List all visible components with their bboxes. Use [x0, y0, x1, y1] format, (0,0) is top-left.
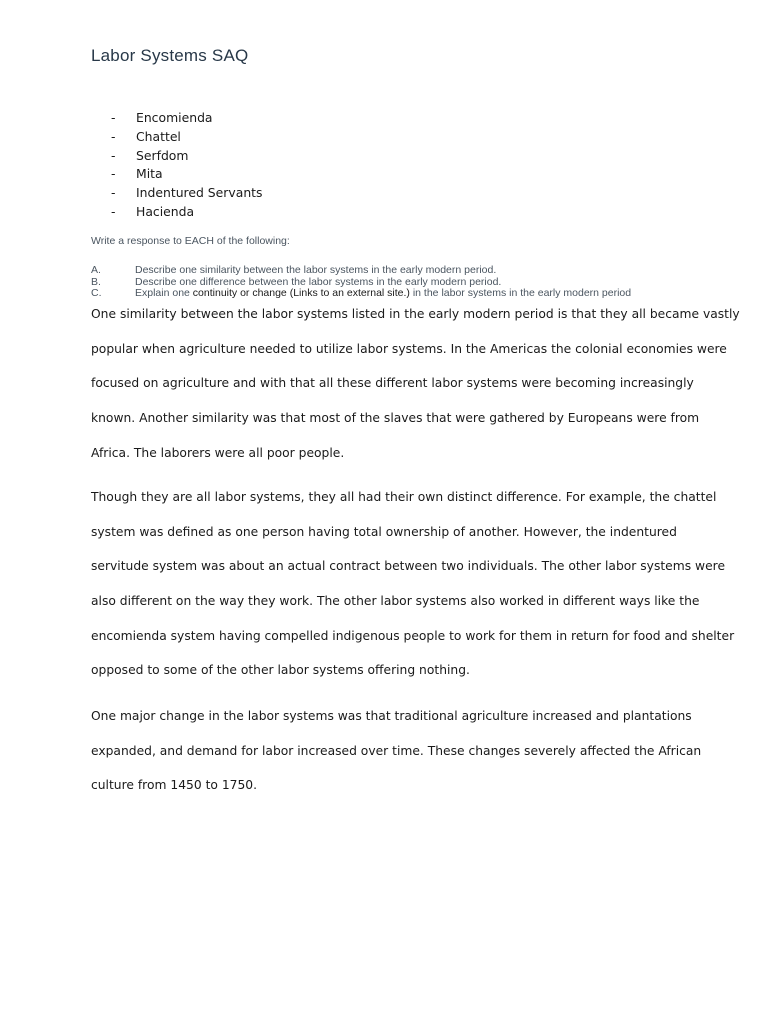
continuity-change-link[interactable]: continuity or change (Links to an external site.): [192, 287, 410, 300]
list-bullet: -: [111, 128, 116, 144]
paragraph-line: opposed to some of the other labor systems offering nothing.: [91, 663, 470, 678]
paragraph-line: Though they are all labor systems, they all had their own distinct difference. For example, the chattel: [91, 490, 717, 504]
paragraph-line: One major change in the labor systems was that traditional agriculture increased and plantations: [91, 709, 692, 723]
prompt-letter: A.: [91, 264, 101, 276]
list-item: [111, 147, 262, 166]
instruction-text: Write a response to EACH of the following:: [91, 235, 290, 247]
paragraph-line: popular when agriculture needed to utilize labor systems. In the Americas the colonial economies were: [91, 341, 727, 356]
paragraph-difference: [91, 480, 735, 688]
paragraph-line: servitude system was about an actual contract between two individuals. The other labor systems were: [91, 559, 726, 574]
list-bullet: -: [111, 110, 116, 125]
paragraph-change: [91, 699, 702, 803]
list-item: [111, 203, 262, 222]
paragraph-line: Africa. The laborers were all poor people.: [91, 445, 345, 460]
list-bullet: -: [111, 185, 116, 201]
list-item-label: Chattel: [136, 128, 181, 144]
paragraph-line: expanded, and demand for labor increased over time. These changes severely affected the African: [91, 743, 702, 758]
prompt-letter: B.: [91, 275, 101, 288]
document-title: Labor Systems SAQ: [91, 46, 249, 65]
list-item-label: Serfdom: [136, 147, 189, 163]
list-item-label: Mita: [136, 166, 163, 182]
paragraph-line: One similarity between the labor systems listed in the early modern period is that they all became vastly: [91, 307, 740, 321]
prompt-text: Describe one similarity between the labor systems in the early modern period.: [135, 264, 497, 276]
list-item-label: Encomienda: [136, 110, 213, 125]
list-item-label: Hacienda: [136, 203, 195, 219]
list-item: [111, 165, 262, 184]
paragraph-line: focused on agriculture and with that all these different labor systems were becoming increasingly: [91, 376, 694, 391]
paragraph-line: known. Another similarity was that most of the slaves that were gathered by Europeans were from: [91, 411, 700, 426]
paragraph-line: culture from 1450 to 1750.: [91, 778, 258, 793]
prompt-text: Describe one difference between the labor systems in the early modern period.: [135, 275, 502, 288]
paragraph-line: also different on the way they work. The other labor systems also worked in different ways like the: [91, 594, 700, 609]
list-item: [111, 184, 262, 203]
list-item: [111, 128, 262, 147]
paragraph-similarity: [91, 297, 740, 470]
prompt-list: [91, 265, 631, 300]
paragraph-line: encomienda system having compelled indigenous people to work for them in return for food and shelter: [91, 628, 735, 643]
prompt-letter: C.: [91, 287, 102, 300]
prompt-text: in the labor systems in the early modern period: [409, 287, 632, 300]
labor-systems-list: [111, 109, 262, 222]
prompt-text: Explain one: [135, 287, 193, 300]
list-bullet: -: [111, 166, 116, 182]
list-bullet: -: [111, 203, 116, 219]
list-item-label: Indentured Servants: [136, 185, 263, 201]
list-item: [111, 109, 262, 128]
list-bullet: -: [111, 147, 116, 163]
paragraph-line: system was defined as one person having total ownership of another. However, the indentured: [91, 524, 677, 539]
